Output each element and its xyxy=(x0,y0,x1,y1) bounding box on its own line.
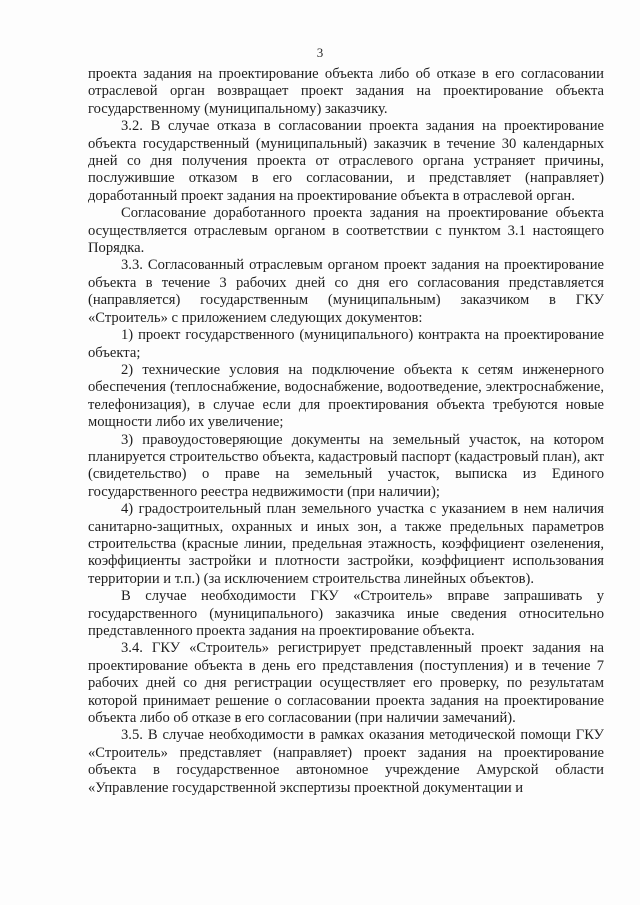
paragraph-3-3: 3.3. Согласованный отраслевым органом проект задания на проектирование объекта в течение 3 рабочих дней со дня его согласования представляется (направляется) государственным (муниципальным) заказчиком в ГКУ «Строитель» с приложением следующих документов: xyxy=(88,257,604,326)
document-body xyxy=(88,66,604,797)
list-item-2: 2) технические условия на подключение объекта к сетям инженерного обеспечения (теплоснабжение, водоснабжение, водоотведение, электроснабжение, телефонизация), в случае если для проектирования объекта требуются новые мощности либо их увеличение; xyxy=(88,361,604,431)
paragraph-3-4: 3.4. ГКУ «Строитель» регистрирует представленный проект задания на проектирование объекта в день его представления (поступления) и в течение 7 рабочих дней со дня регистрации осуществляет его проверку, по результатам которой принимает решение о согласовании проекта задания на проектирование объекта либо об отказе в его согласовании (при наличии замечаний). xyxy=(88,640,604,727)
paragraph-additional-info: В случае необходимости ГКУ «Строитель» вправе запрашивать у государственного (муниципального) заказчика иные сведения относительно представленного проекта задания на проектирование объекта. xyxy=(88,588,604,639)
page-number: 3 xyxy=(316,45,324,60)
paragraph-3-2: 3.2. В случае отказа в согласовании проекта задания на проектирование объекта государственный (муниципальный) заказчик в течение 30 календарных дней со дня получения проекта от отраслевого органа устраняет причины, послужившие отказом в его согласовании, и представляет (направляет) доработанный проект задания на проектирование объекта в отраслевой орган. xyxy=(88,118,604,204)
list-item-3: 3) правоудостоверяющие документы на земельный участок, на котором планируется строительство объекта, кадастровый паспорт (кадастровый план), акт (свидетельство) о праве на земельный участок, выписка из Единого государственного реестра недвижимости (при наличии); xyxy=(88,431,604,500)
list-item-4: 4) градостроительный план земельного участка с указанием в нем наличия санитарно-защитных, охранных и иных зон, а также предельных параметров строительства (красные линии, предельная этажность, коэффициент озеленения, коэффициенты застройки и плотности застройки, коэффициент использования территории и т.п.) (за исключением строительства линейных объектов). xyxy=(88,501,604,587)
paragraph-3-5: 3.5. В случае необходимости в рамках оказания методической помощи ГКУ «Строитель» представляет (направляет) проект задания на проектирование объекта в государственное автономное учреждение Амурской области «Управление государственной экспертизы проектной документации и xyxy=(88,727,604,796)
list-item-1: 1) проект государственного (муниципального) контракта на проектирование объекта; xyxy=(88,327,604,361)
paragraph-continuation: проекта задания на проектирование объекта либо об отказе в его согласовании отраслевой орган возвращает проект задания на проектирование объекта государственному (муниципальному) заказчику. xyxy=(88,66,604,117)
paragraph-approval-revised: Согласование доработанного проекта задания на проектирование объекта осуществляется отраслевым органом в соответствии с пунктом 3.1 настоящего Порядка. xyxy=(88,205,604,257)
